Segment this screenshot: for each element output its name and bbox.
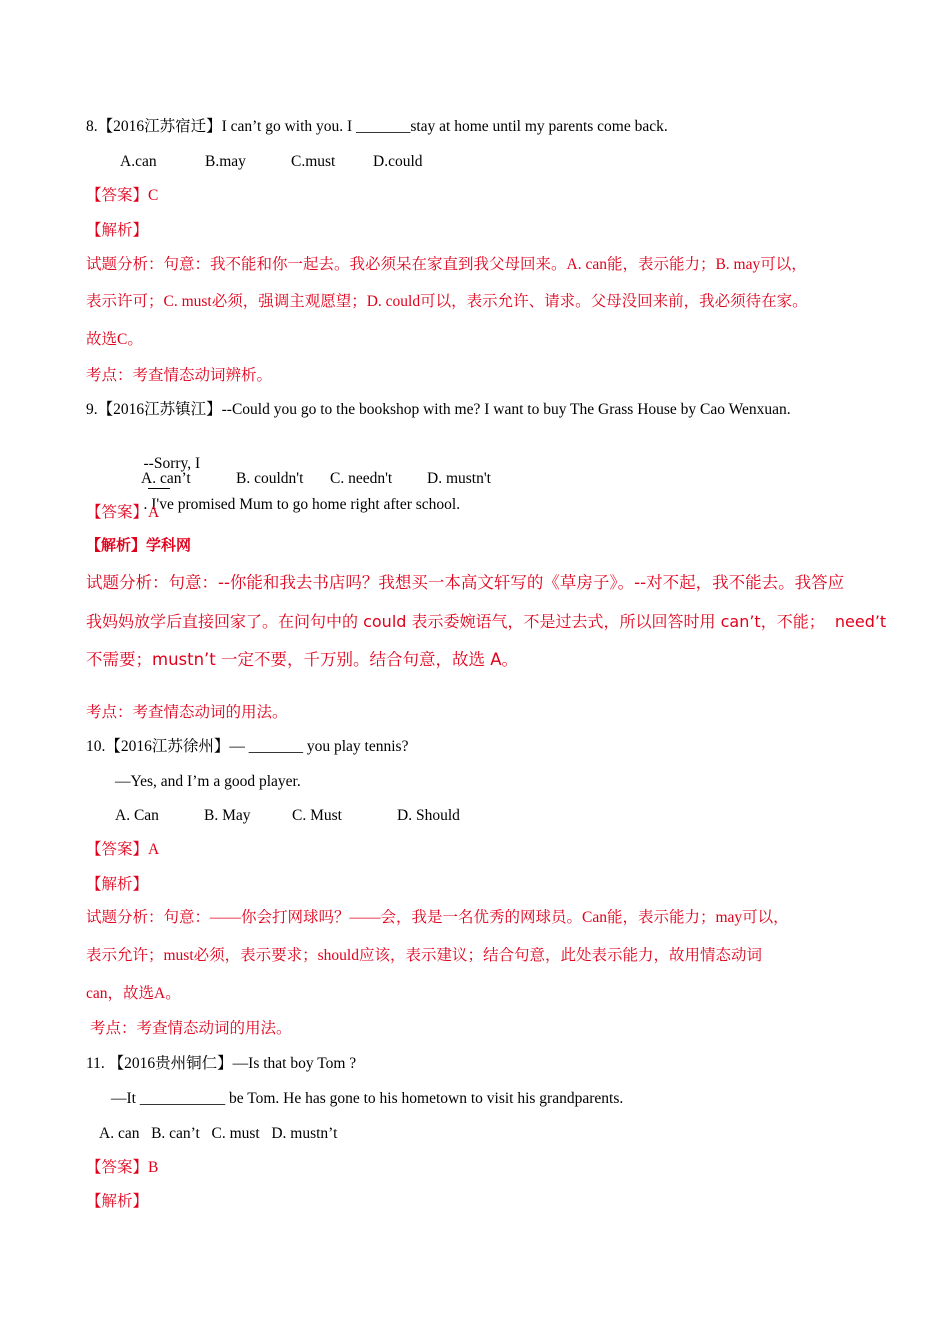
q9-reply-post: . I've promised Mum to go home right after school.	[143, 496, 461, 513]
q10-analysis-line-1: 试题分析：句意：——你会打网球吗？——会，我是一名优秀的网球员。Can能，表示能力；may可以，	[86, 909, 789, 926]
q8-answer: 【答案】C	[86, 187, 159, 204]
q8-point: 考点：考查情态动词辨析。	[86, 367, 273, 384]
q10-answer: 【答案】A	[86, 841, 160, 858]
q8-analysis-line-3: 故选C。	[86, 331, 143, 348]
q10-option-b: B. May	[204, 807, 251, 824]
q8-option-b: B.may	[205, 153, 246, 170]
q10-option-d: D. Should	[397, 807, 460, 824]
q8-option-c: C.must	[291, 153, 336, 170]
q10-reply: —Yes, and I’m a good player.	[115, 773, 301, 790]
q8-stem: 8.【2016江苏宿迁】I can’t go with you. I _______stay at home until my parents come back.	[86, 118, 668, 135]
q9-analysis-line-1: 试题分析：句意：--你能和我去书店吗？我想买一本高文轩写的《草房子》。--对不起，我不能去。我答应	[86, 573, 845, 592]
q9-analysis-line-3: 不需要；mustn’t 一定不要，千万别。结合句意，故选 A。	[86, 650, 519, 669]
q9-option-b: B. couldn't	[236, 470, 304, 487]
q9-analysis-label: 【解析】学科网	[86, 536, 192, 554]
q9-stem: 9.【2016江苏镇江】--Could you go to the bookshop with me? I want to buy The Grass House by Cao Wenxuan.	[86, 401, 791, 418]
q10-analysis-line-2: 表示允许；must必须，表示要求；should应该，表示建议；结合句意，此处表示能力，故用情态动词	[86, 947, 762, 964]
q9-option-c: C. needn't	[330, 470, 393, 487]
q9-reply-pre: --Sorry, I	[143, 455, 201, 472]
q11-stem: 11. 【2016贵州铜仁】—Is that boy Tom ?	[86, 1055, 357, 1072]
q9-option-a: A. can’t	[141, 470, 191, 487]
q10-option-c: C. Must	[292, 807, 342, 824]
q11-analysis-label: 【解析】	[86, 1193, 149, 1210]
q11-options: A. can B. can’t C. must D. mustn’t	[99, 1125, 338, 1142]
q10-point: 考点：考查情态动词的用法。	[90, 1020, 292, 1037]
q10-analysis-line-3: can，故选A。	[86, 985, 181, 1002]
q8-option-a: A.can	[120, 153, 157, 170]
q8-analysis-line-2: 表示许可；C. must必须，强调主观愿望；D. could可以，表示允许、请求。父母没回来前，我必须待在家。	[86, 293, 808, 310]
q11-reply: —It ___________ be Tom. He has gone to his hometown to visit his grandparents.	[111, 1090, 624, 1107]
q9-option-d: D. mustn't	[427, 470, 491, 487]
q9-analysis-line-2: 我妈妈放学后直接回家了。在问句中的 could 表示委婉语气，不是过去式，所以回答时用 can’t，不能； need’t	[86, 612, 887, 631]
q10-option-a: A. Can	[115, 807, 159, 824]
q9-point: 考点：考查情态动词的用法。	[86, 704, 288, 721]
q10-stem: 10.【2016江苏徐州】— _______ you play tennis?	[86, 738, 409, 755]
q11-answer: 【答案】B	[86, 1159, 159, 1176]
q10-analysis-label: 【解析】	[86, 876, 149, 893]
q9-answer: 【答案】A	[86, 504, 160, 521]
q8-option-d: D.could	[373, 153, 423, 170]
q8-analysis-line-1: 试题分析：句意：我不能和你一起去。我必须呆在家直到我父母回来。A. can能，表示能力；B. may可以，	[86, 256, 807, 273]
q8-analysis-label: 【解析】	[86, 222, 149, 239]
